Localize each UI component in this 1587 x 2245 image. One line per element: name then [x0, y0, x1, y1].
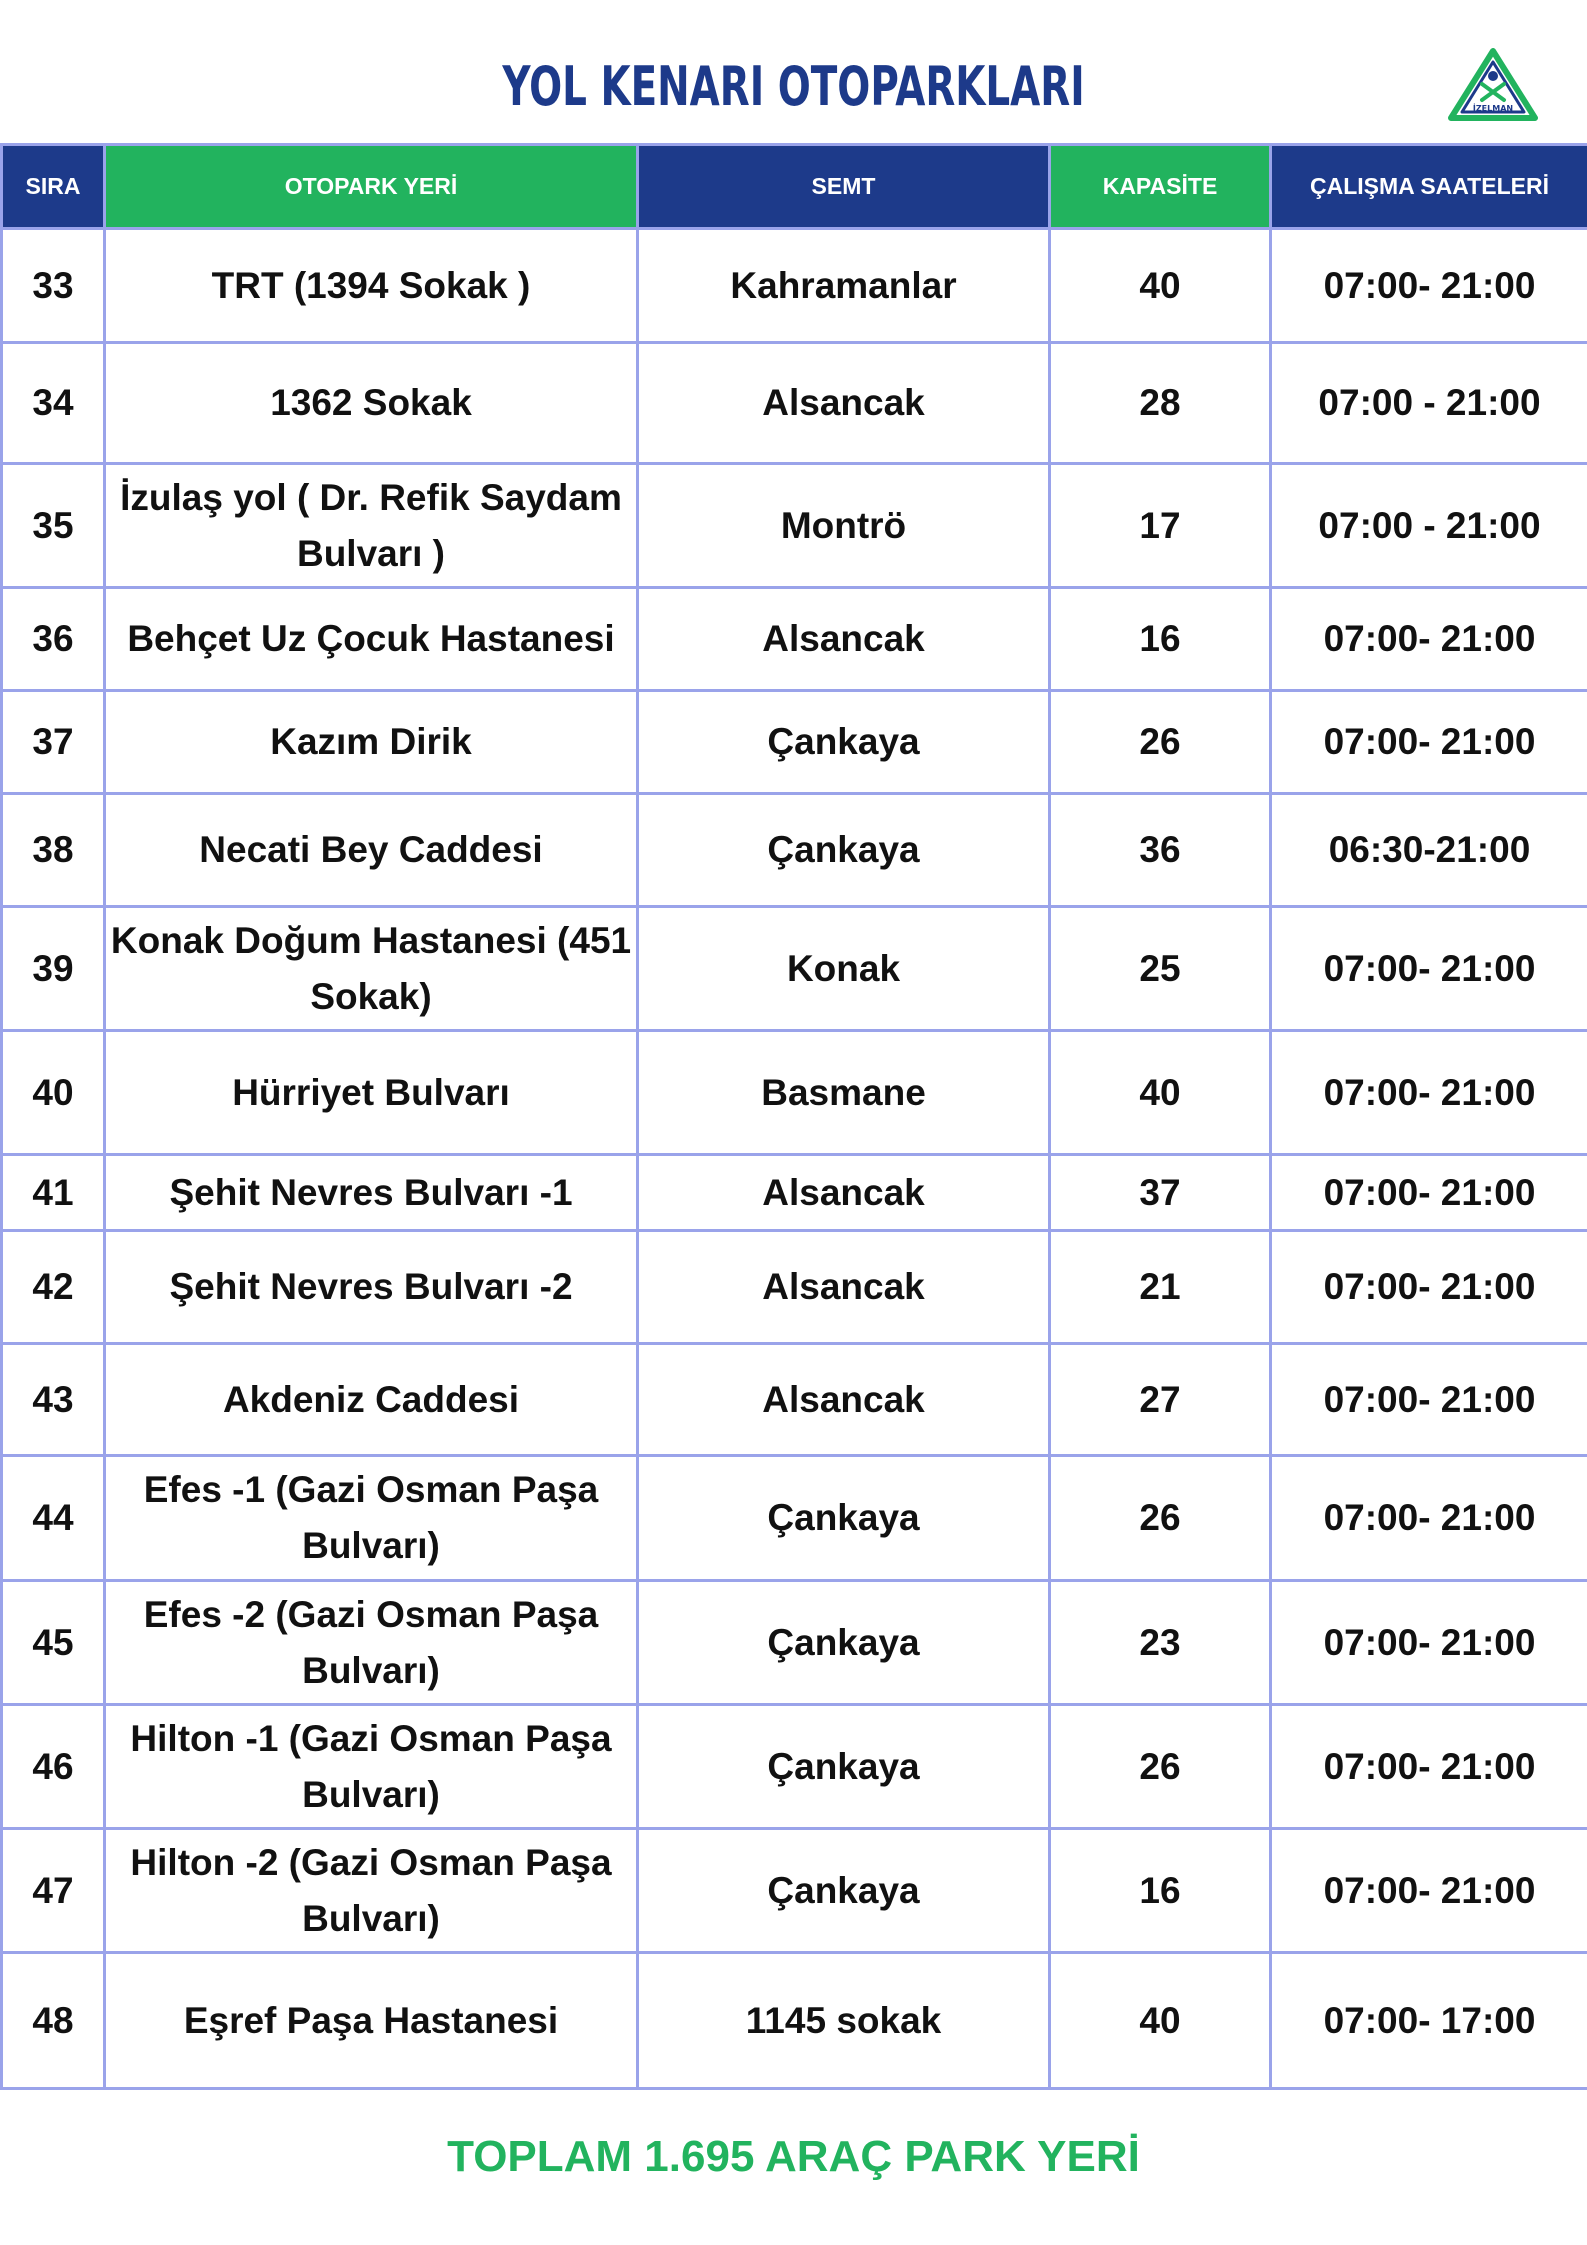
- cell-saatler: 07:00- 17:00: [1271, 1953, 1587, 2089]
- cell-saatler: 07:00- 21:00: [1271, 1231, 1587, 1344]
- cell-otopark-yeri: Hilton -2 (Gazi Osman Paşa Bulvarı): [105, 1829, 638, 1953]
- table-row: [2, 229, 1587, 343]
- cell-otopark-yeri: Efes -2 (Gazi Osman Paşa Bulvarı): [105, 1581, 638, 1705]
- parking-table: [0, 143, 1587, 2090]
- cell-saatler: 07:00- 21:00: [1271, 1581, 1587, 1705]
- table-row: [2, 794, 1587, 907]
- cell-semt: Alsancak: [638, 343, 1050, 464]
- cell-saatler: 07:00 - 21:00: [1271, 464, 1587, 588]
- header-otopark-yeri: OTOPARK YERİ: [105, 145, 638, 229]
- cell-otopark-yeri: 1362 Sokak: [105, 343, 638, 464]
- parking-table-container: [0, 143, 1587, 2090]
- cell-semt: Çankaya: [638, 794, 1050, 907]
- cell-saatler: 07:00- 21:00: [1271, 1344, 1587, 1456]
- cell-saatler: 07:00- 21:00: [1271, 588, 1587, 691]
- header-sira: SIRA: [2, 145, 105, 229]
- cell-saatler: 07:00- 21:00: [1271, 1155, 1587, 1231]
- table-row: [2, 1155, 1587, 1231]
- header-calisma-saatleri: ÇALIŞMA SAATELERİ: [1271, 145, 1587, 229]
- table-row: [2, 907, 1587, 1031]
- cell-kapasite: 40: [1050, 1031, 1271, 1155]
- cell-otopark-yeri: Eşref Paşa Hastanesi: [105, 1953, 638, 2089]
- cell-otopark-yeri: Necati Bey Caddesi: [105, 794, 638, 907]
- cell-otopark-yeri: Şehit Nevres Bulvarı -1: [105, 1155, 638, 1231]
- cell-saatler: 07:00- 21:00: [1271, 907, 1587, 1031]
- table-row: [2, 1829, 1587, 1953]
- table-row: [2, 1344, 1587, 1456]
- cell-semt: Çankaya: [638, 1581, 1050, 1705]
- cell-sira: 39: [2, 907, 105, 1031]
- cell-sira: 47: [2, 1829, 105, 1953]
- page-title: YOL KENARI OTOPARKLARI: [502, 54, 1085, 118]
- cell-sira: 44: [2, 1456, 105, 1581]
- cell-sira: 38: [2, 794, 105, 907]
- table-row: [2, 588, 1587, 691]
- cell-semt: Kahramanlar: [638, 229, 1050, 343]
- table-header-row: [2, 145, 1587, 229]
- cell-sira: 35: [2, 464, 105, 588]
- cell-semt: Alsancak: [638, 1155, 1050, 1231]
- cell-kapasite: 40: [1050, 1953, 1271, 2089]
- cell-kapasite: 36: [1050, 794, 1271, 907]
- cell-otopark-yeri: Hürriyet Bulvarı: [105, 1031, 638, 1155]
- cell-otopark-yeri: Efes -1 (Gazi Osman Paşa Bulvarı): [105, 1456, 638, 1581]
- cell-kapasite: 28: [1050, 343, 1271, 464]
- cell-semt: Konak: [638, 907, 1050, 1031]
- cell-semt: Montrö: [638, 464, 1050, 588]
- cell-saatler: 07:00- 21:00: [1271, 1829, 1587, 1953]
- table-row: [2, 343, 1587, 464]
- cell-sira: 43: [2, 1344, 105, 1456]
- table-row: [2, 1581, 1587, 1705]
- cell-otopark-yeri: Kazım Dirik: [105, 691, 638, 794]
- cell-otopark-yeri: Behçet Uz Çocuk Hastanesi: [105, 588, 638, 691]
- total-capacity: TOPLAM 1.695 ARAÇ PARK YERİ: [447, 2132, 1140, 2181]
- cell-semt: Alsancak: [638, 588, 1050, 691]
- cell-sira: 48: [2, 1953, 105, 2089]
- cell-saatler: 07:00- 21:00: [1271, 1031, 1587, 1155]
- cell-otopark-yeri: TRT (1394 Sokak ): [105, 229, 638, 343]
- cell-kapasite: 26: [1050, 691, 1271, 794]
- cell-kapasite: 26: [1050, 1705, 1271, 1829]
- cell-saatler: 07:00- 21:00: [1271, 1456, 1587, 1581]
- cell-kapasite: 26: [1050, 1456, 1271, 1581]
- cell-kapasite: 37: [1050, 1155, 1271, 1231]
- cell-otopark-yeri: Akdeniz Caddesi: [105, 1344, 638, 1456]
- cell-kapasite: 16: [1050, 1829, 1271, 1953]
- cell-sira: 45: [2, 1581, 105, 1705]
- cell-sira: 36: [2, 588, 105, 691]
- cell-semt: Basmane: [638, 1031, 1050, 1155]
- cell-sira: 40: [2, 1031, 105, 1155]
- cell-semt: Çankaya: [638, 691, 1050, 794]
- cell-sira: 33: [2, 229, 105, 343]
- cell-kapasite: 25: [1050, 907, 1271, 1031]
- cell-semt: Çankaya: [638, 1456, 1050, 1581]
- logo-text: İZELMAN: [1472, 104, 1514, 113]
- table-row: [2, 1705, 1587, 1829]
- header-semt: SEMT: [638, 145, 1050, 229]
- cell-sira: 34: [2, 343, 105, 464]
- cell-kapasite: 21: [1050, 1231, 1271, 1344]
- table-row: [2, 464, 1587, 588]
- cell-sira: 46: [2, 1705, 105, 1829]
- cell-kapasite: 16: [1050, 588, 1271, 691]
- cell-saatler: 07:00 - 21:00: [1271, 343, 1587, 464]
- table-row: [2, 1456, 1587, 1581]
- izelman-logo-icon: [1448, 48, 1538, 122]
- cell-kapasite: 27: [1050, 1344, 1271, 1456]
- cell-otopark-yeri: Şehit Nevres Bulvarı -2: [105, 1231, 638, 1344]
- cell-kapasite: 17: [1050, 464, 1271, 588]
- cell-semt: Çankaya: [638, 1829, 1050, 1953]
- cell-sira: 37: [2, 691, 105, 794]
- header-kapasite: KAPASİTE: [1050, 145, 1271, 229]
- cell-semt: 1145 sokak: [638, 1953, 1050, 2089]
- cell-sira: 42: [2, 1231, 105, 1344]
- cell-semt: Çankaya: [638, 1705, 1050, 1829]
- cell-saatler: 06:30-21:00: [1271, 794, 1587, 907]
- cell-kapasite: 23: [1050, 1581, 1271, 1705]
- cell-kapasite: 40: [1050, 229, 1271, 343]
- cell-semt: Alsancak: [638, 1231, 1050, 1344]
- cell-otopark-yeri: İzulaş yol ( Dr. Refik Saydam Bulvarı ): [105, 464, 638, 588]
- cell-semt: Alsancak: [638, 1344, 1050, 1456]
- cell-saatler: 07:00- 21:00: [1271, 229, 1587, 343]
- table-row: [2, 691, 1587, 794]
- cell-saatler: 07:00- 21:00: [1271, 691, 1587, 794]
- table-row: [2, 1231, 1587, 1344]
- table-row: [2, 1953, 1587, 2089]
- cell-otopark-yeri: Konak Doğum Hastanesi (451 Sokak): [105, 907, 638, 1031]
- cell-saatler: 07:00- 21:00: [1271, 1705, 1587, 1829]
- cell-sira: 41: [2, 1155, 105, 1231]
- cell-otopark-yeri: Hilton -1 (Gazi Osman Paşa Bulvarı): [105, 1705, 638, 1829]
- table-row: [2, 1031, 1587, 1155]
